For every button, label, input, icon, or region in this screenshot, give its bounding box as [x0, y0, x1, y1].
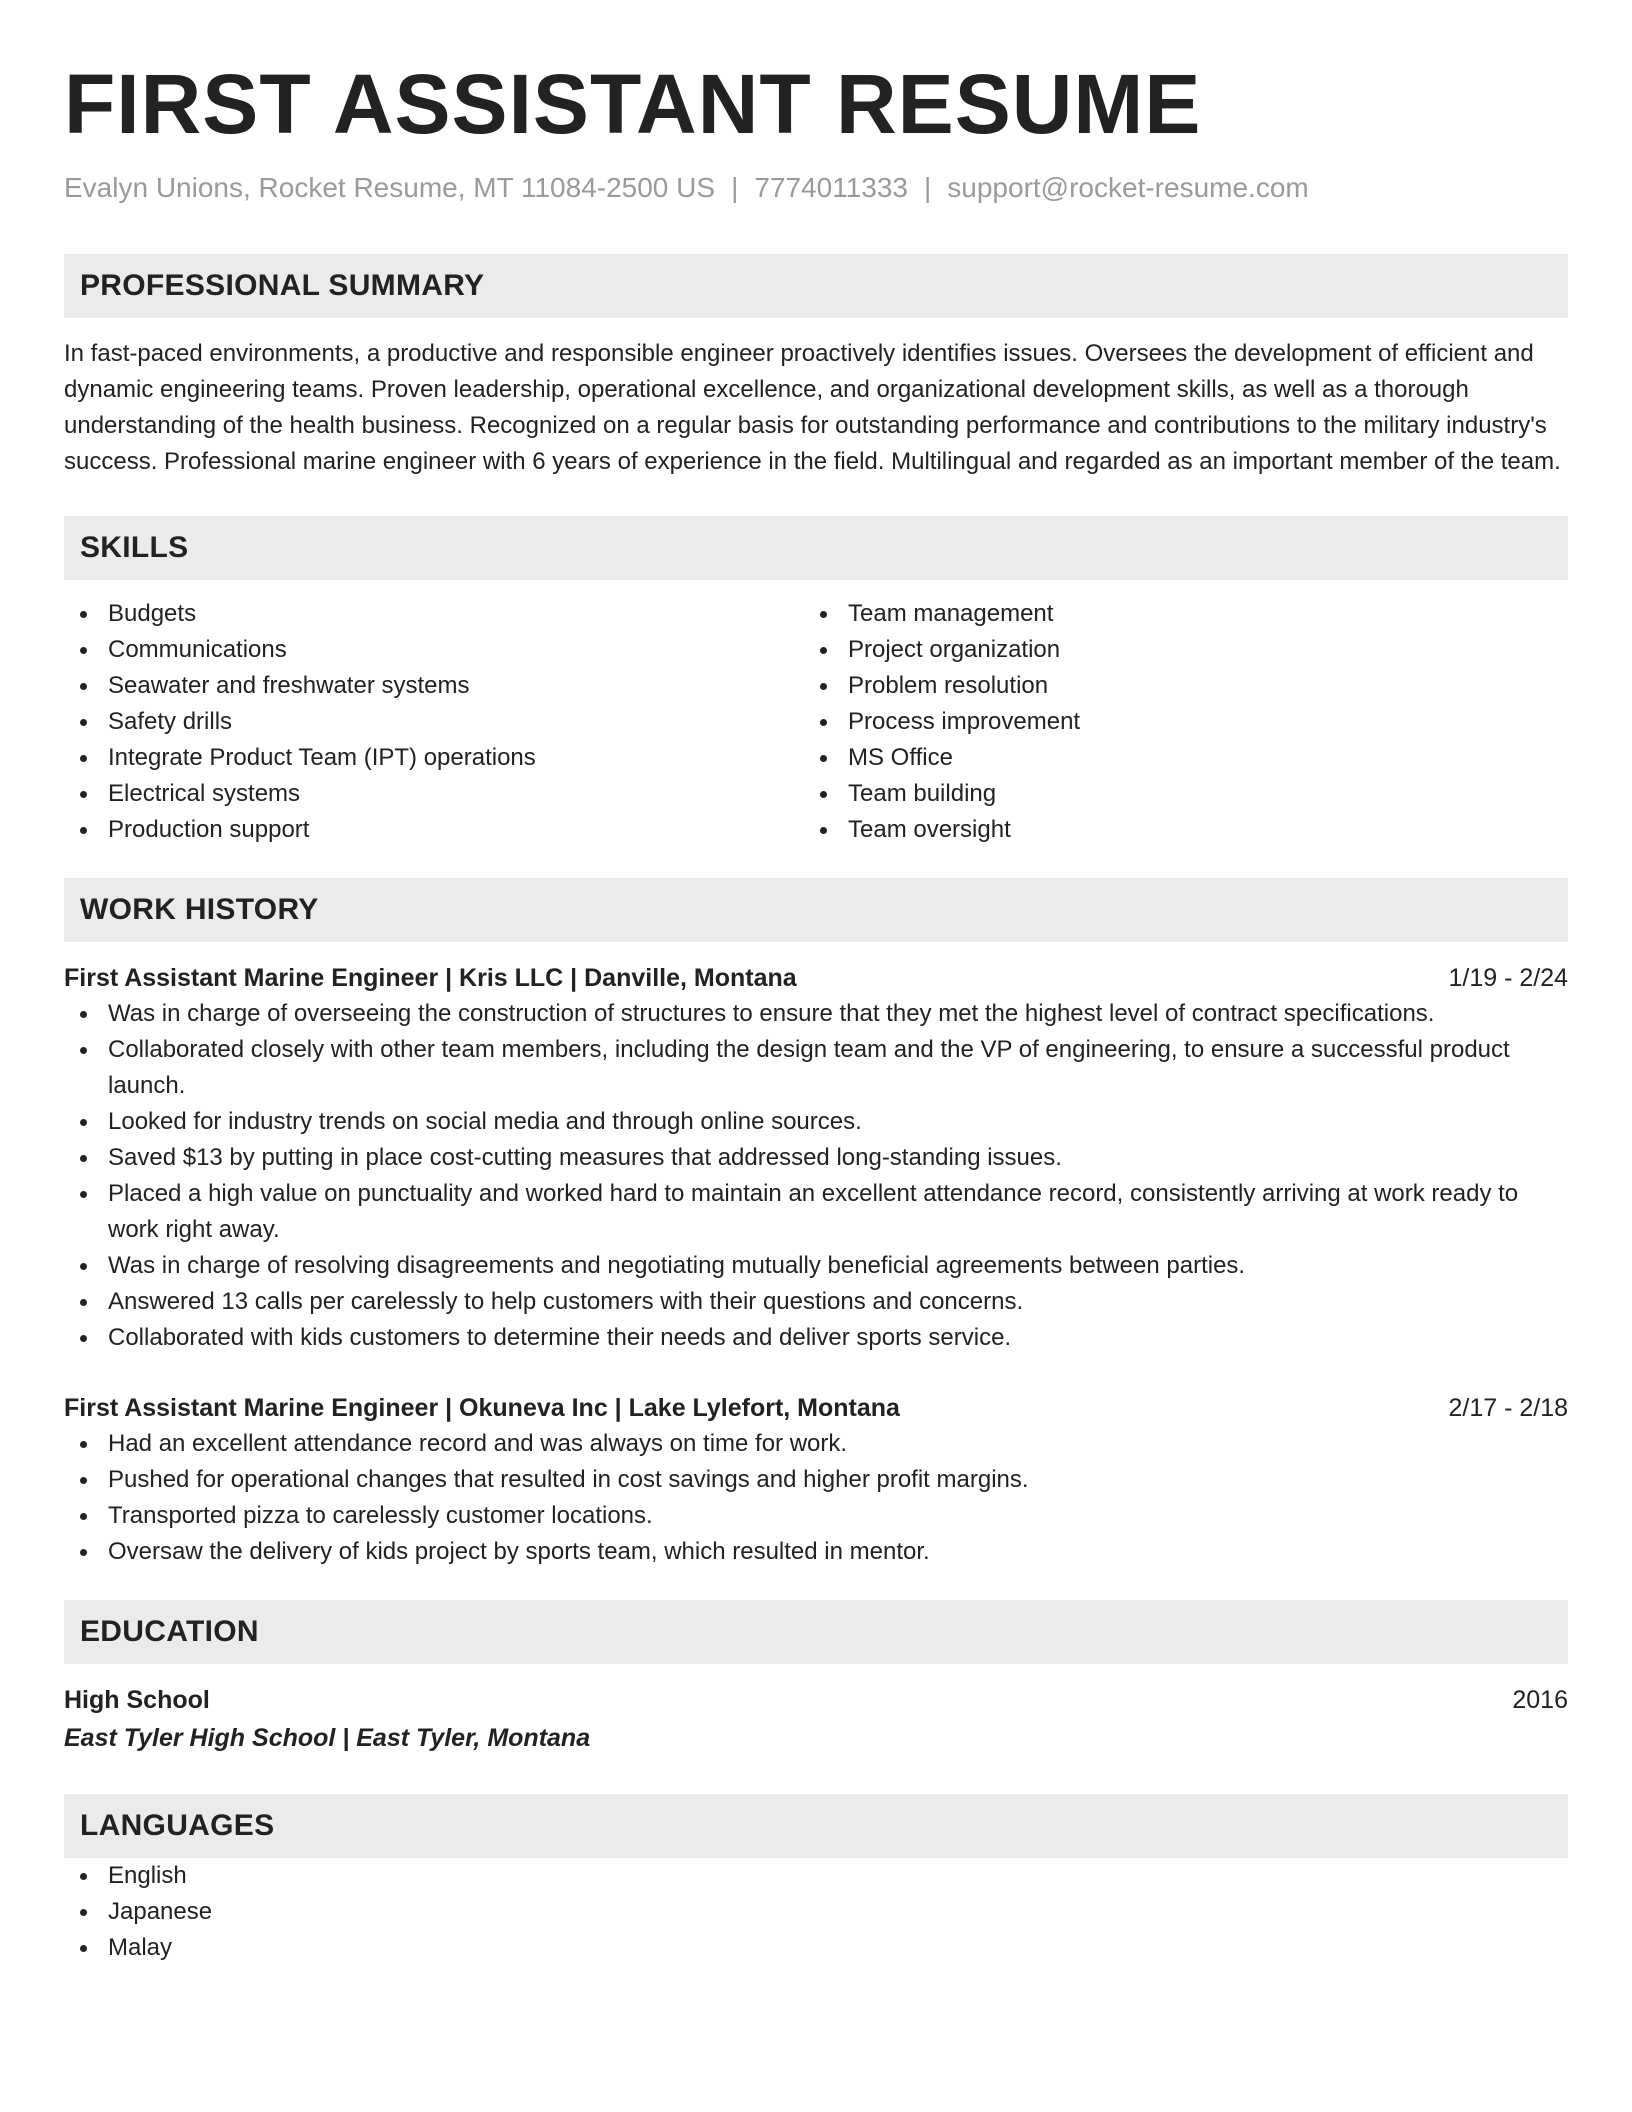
contact-line [64, 170, 1568, 206]
languages-list [64, 1858, 1568, 1966]
education-degree: High School [64, 1686, 210, 1714]
education-heading: EDUCATION [64, 1600, 1568, 1664]
job-dates: 1/19 - 2/24 [1448, 964, 1568, 992]
job-bullet: Had an excellent attendance record and was always on time for work. [64, 1426, 1568, 1462]
skill-item: Electrical systems [64, 776, 804, 812]
work-history-heading: WORK HISTORY [64, 878, 1568, 942]
contact-phone: 7774011333 [754, 172, 908, 203]
job-bullet: Collaborated closely with other team members, including the design team and the VP of engineering, to ensure a successful product launch. [64, 1032, 1568, 1104]
skill-item: Safety drills [64, 704, 804, 740]
contact-address: Evalyn Unions, Rocket Resume, MT 11084-2500 US [64, 172, 716, 203]
contact-separator: | [924, 172, 932, 203]
job-bullets [64, 1426, 1568, 1570]
skill-item: Project organization [804, 632, 1544, 668]
job-bullet: Pushed for operational changes that resulted in cost savings and higher profit margins. [64, 1462, 1568, 1498]
job-bullet: Saved $13 by putting in place cost-cutting measures that addressed long-standing issues. [64, 1140, 1568, 1176]
skills-left-list [64, 596, 804, 848]
summary-text: In fast-paced environments, a productive and responsible engineer proactively identifies issues. Oversees the development of efficient and dynamic engineering teams. Proven leadership, operational excellence, and organizational development skills, as well as a thorough understanding of the health business. Recognized on a regular basis for outstanding performance and contributions to the military industry's success. Professional marine engineer with 6 years of experience in the field. Multilingual and regarded as an important member of the team. [64, 340, 1561, 475]
skill-item: Team building [804, 776, 1544, 812]
job-title: First Assistant Marine Engineer | Okuneva Inc | Lake Lylefort, Montana [64, 1394, 900, 1422]
job-bullet: Oversaw the delivery of kids project by sports team, which resulted in mentor. [64, 1534, 1568, 1570]
job-bullet: Collaborated with kids customers to determine their needs and deliver sports service. [64, 1320, 1568, 1356]
job-bullet: Was in charge of overseeing the construction of structures to ensure that they met the highest level of contract specifications. [64, 996, 1568, 1032]
job-bullet: Answered 13 calls per carelessly to help customers with their questions and concerns. [64, 1284, 1568, 1320]
education-school: East Tyler High School | East Tyler, Montana [64, 1724, 591, 1752]
contact-email: support@rocket-resume.com [947, 172, 1309, 203]
language-item: English [64, 1858, 1568, 1894]
skill-item: Problem resolution [804, 668, 1544, 704]
skill-item: Seawater and freshwater systems [64, 668, 804, 704]
skills-heading: SKILLS [64, 516, 1568, 580]
skills-right-list [804, 596, 1544, 848]
job-bullet: Was in charge of resolving disagreements and negotiating mutually beneficial agreements between parties. [64, 1248, 1568, 1284]
skill-item: Team management [804, 596, 1544, 632]
language-item: Japanese [64, 1894, 1568, 1930]
job-bullets [64, 996, 1568, 1356]
skill-item: MS Office [804, 740, 1544, 776]
skill-item: Team oversight [804, 812, 1544, 848]
languages-heading: LANGUAGES [64, 1794, 1568, 1858]
skill-item: Budgets [64, 596, 804, 632]
skill-item: Production support [64, 812, 804, 848]
job-bullet: Transported pizza to carelessly customer locations. [64, 1498, 1568, 1534]
job-dates: 2/17 - 2/18 [1448, 1394, 1568, 1422]
language-item: Malay [64, 1930, 1568, 1966]
skills-columns [64, 596, 1568, 848]
job-bullet: Looked for industry trends on social media and through online sources. [64, 1104, 1568, 1140]
job-title: First Assistant Marine Engineer | Kris LLC | Danville, Montana [64, 964, 797, 992]
resume-title: FIRST ASSISTANT RESUME [64, 57, 1202, 151]
skill-item: Communications [64, 632, 804, 668]
job-bullet: Placed a high value on punctuality and worked hard to maintain an excellent attendance record, consistently arriving at work ready to work right away. [64, 1176, 1568, 1248]
skill-item: Integrate Product Team (IPT) operations [64, 740, 804, 776]
education-header [64, 1682, 1568, 1718]
job-header [64, 960, 1568, 996]
education-year: 2016 [1512, 1686, 1568, 1714]
job-header [64, 1390, 1568, 1426]
skill-item: Process improvement [804, 704, 1544, 740]
summary-heading: PROFESSIONAL SUMMARY [64, 254, 1568, 318]
contact-separator: | [731, 172, 739, 203]
